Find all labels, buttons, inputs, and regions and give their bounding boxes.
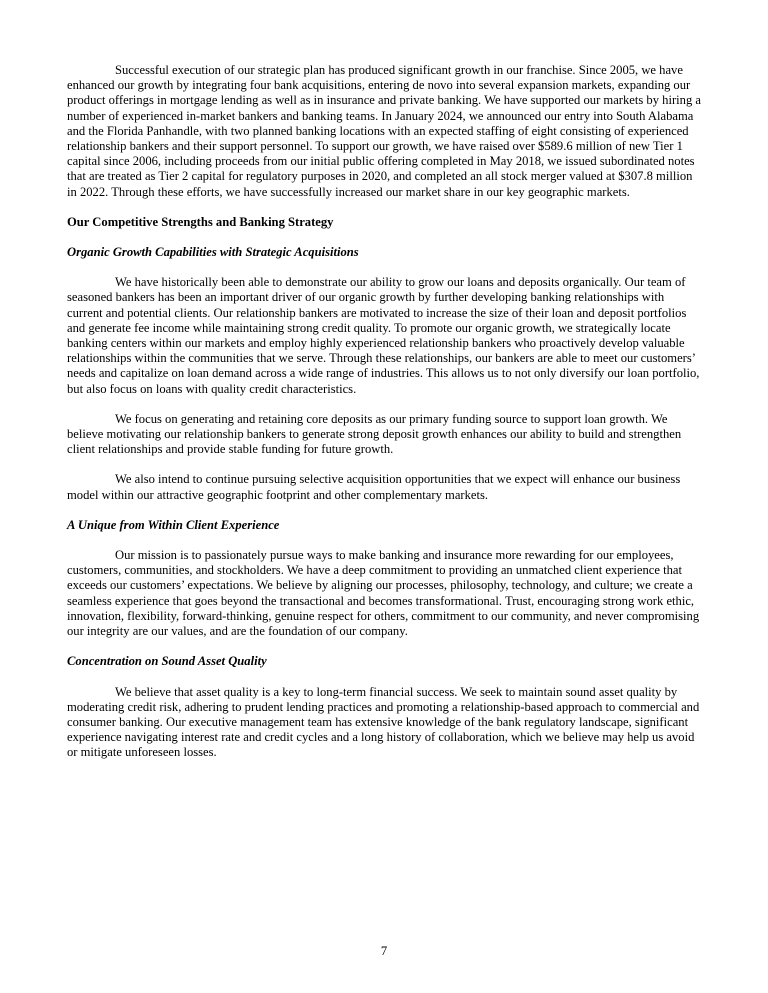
organic-growth-paragraph-2: We focus on generating and retaining core deposits as our primary funding source to support loan growth. We believe motivating our relationship bankers to generate strong deposit growth enhances our ability to build and strengthen client relationships and provide stable funding for future growth. — [67, 411, 682, 457]
organic-growth-paragraph-3: We also intend to continue pursuing selective acquisition opportunities that we expect will enhance our business model within our attractive geographic footprint and other complementary markets. — [67, 472, 681, 502]
page-number: 7 — [380, 944, 388, 958]
client-experience-paragraph: Our mission is to passionately pursue ways to make banking and insurance more rewarding for our employees, customers, communities, and stockholders. We have a deep commitment to providing an unmatched client experience that exceeds our customers’ expectations. We believe by aligning our processes, philosophy, technology, and culture; we create a seamless experience that goes beyond the transactional and becomes transformational. Trust, encouraging strong work ethic, innovation, flexibility, forward-thinking, genuine respect for others, commitment to our community, and never compromising our integrity are our values, and are the foundation of our company. — [67, 548, 700, 639]
subheading-client-experience: A Unique from Within Client Experience — [67, 517, 280, 532]
document-body — [67, 63, 701, 776]
intro-paragraph: Successful execution of our strategic plan has produced significant growth in our franchise. Since 2005, we have enhanced our growth by integrating four bank acquisitions, entering de novo into several expansion markets, expanding our product offerings in mortgage lending as well as in insurance and private banking. We have supported our markets by hiring a number of experienced in-market bankers and banking teams. In January 2024, we announced our entry into South Alabama and the Florida Panhandle, with two planned banking locations with an expected staffing of eight consisting of experienced relationship bankers and their support personnel. To support our growth, we have raised over $589.6 million of new Tier 1 capital since 2006, including proceeds from our initial public offering completed in May 2018, we issued subordinated notes that are treated as Tier 2 capital for regulatory purposes in 2020, and completed an all stock merger valued at $307.8 million in 2022. Through these efforts, we have successfully increased our market share in our key geographic markets. — [67, 63, 701, 199]
organic-growth-paragraph-1: We have historically been able to demonstrate our ability to grow our loans and deposits organically. Our team of seasoned bankers has been an important driver of our organic growth by further developing banking relationships with current and potential clients. Our relationship bankers are motivated to increase the size of their loan and deposit portfolios and generate fee income while maintaining strong credit quality. To promote our organic growth, we strategically locate banking centers within our markets and employ highly experienced relationship bankers who proactively develop valuable relationships within the communities that we serve. Through these relationships, our bankers are able to meet our customers’ needs and capitalize on loan demand across a wide range of industries. This allows us to not only diversify our loan portfolio, but also focus on loans with quality credit characteristics. — [67, 275, 700, 396]
subheading-asset-quality: Concentration on Sound Asset Quality — [67, 654, 267, 669]
asset-quality-paragraph: We believe that asset quality is a key to long-term financial success. We seek to maintain sound asset quality by moderating credit risk, adhering to prudent lending practices and promoting a relationship-based approach to commercial and consumer banking. Our executive management team has extensive knowledge of the bank regulatory landscape, significant experience navigating interest rate and credit cycles and a long history of collaboration, which we believe may help us avoid or mitigate unforeseen losses. — [67, 684, 700, 760]
section-heading-competitive-strengths: Our Competitive Strengths and Banking Strategy — [67, 214, 334, 229]
subheading-organic-growth: Organic Growth Capabilities with Strategic Acquisitions — [67, 245, 359, 260]
